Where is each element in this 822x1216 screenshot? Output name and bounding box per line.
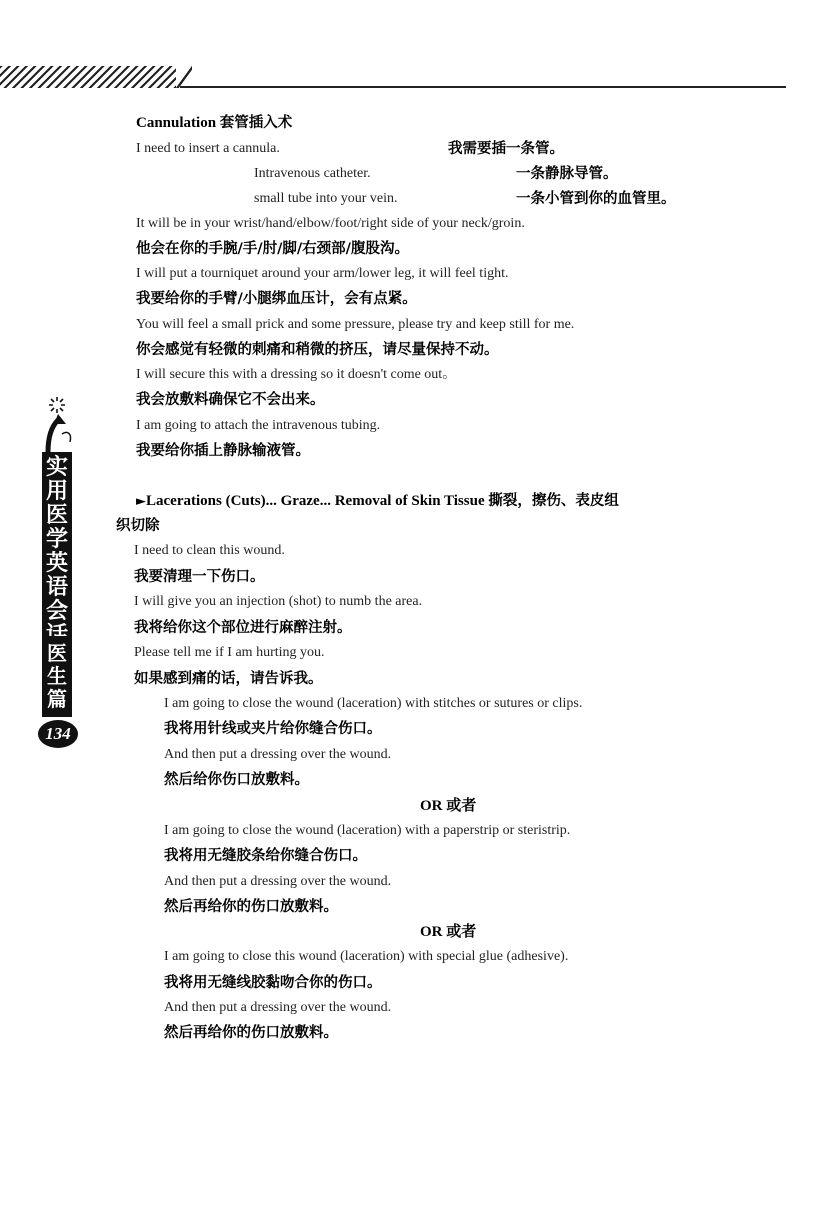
header-hatch-decoration xyxy=(0,66,180,88)
line-en: Please tell me if I am hurting you. xyxy=(134,645,325,660)
line-zh: 他会在你的手腕/手/肘/脚/右颈部/腹股沟。 xyxy=(136,241,409,257)
line-zh: 我会放敷料确保它不会出来。 xyxy=(136,392,325,408)
line-zh: 一条小管到你的血管里。 xyxy=(516,191,676,207)
line-zh: 如果感到痛的话，请告诉我。 xyxy=(134,671,323,687)
line-en: Intravenous catheter. xyxy=(254,166,371,181)
line-zh: 然后再给你的伤口放敷料。 xyxy=(164,899,338,915)
line-en: And then put a dressing over the wound. xyxy=(164,874,392,889)
heading-en: Cannulation xyxy=(136,115,217,131)
header-hatch-cap xyxy=(176,66,192,88)
or-divider: OR 或者 xyxy=(420,798,477,814)
line-zh: 我将用无缝线胶黏吻合你的伤口。 xyxy=(164,975,382,991)
line-en: You will feel a small prick and some pressure, please try and keep still for me. xyxy=(136,317,575,332)
line-en: And then put a dressing over the wound. xyxy=(164,747,392,762)
line-en: I am going to close this wound (laceration) with special glue (adhesive). xyxy=(164,949,569,964)
line-zh: 我将用针线或夹片给你缝合伤口。 xyxy=(164,721,382,737)
line-en: I am going to close the wound (laceration) with a paperstrip or steristrip. xyxy=(164,823,571,838)
line-en: small tube into your vein. xyxy=(254,191,398,206)
line-zh: 我要给你插上静脉输液管。 xyxy=(136,443,310,459)
heading-zh: 套管插入术 xyxy=(219,115,293,131)
line-zh: 我将用无缝胶条给你缝合伤口。 xyxy=(164,848,367,864)
book-subtitle-vertical: 医生篇 xyxy=(42,636,72,717)
heading-en: Lacerations (Cuts)... Graze... Removal of Skin Tissue xyxy=(146,493,485,509)
line-en: I will secure this with a dressing so it doesn't come out。 xyxy=(136,367,457,382)
or-divider: OR 或者 xyxy=(420,924,477,940)
section-heading xyxy=(136,114,292,132)
line-en: I will put a tourniquet around your arm/lower leg, it will feel tight. xyxy=(136,266,509,281)
line-en: And then put a dressing over the wound. xyxy=(164,1000,392,1015)
line-zh: 然后再给你的伤口放敷料。 xyxy=(164,1025,338,1041)
book-title-vertical: 实用医学英语会 xyxy=(42,452,72,654)
heading-zh: 撕裂，擦伤、表皮组 xyxy=(488,493,619,509)
section-heading xyxy=(136,492,619,511)
side-tab xyxy=(36,396,80,756)
line-zh: 我将给你这个部位进行麻醉注射。 xyxy=(134,620,352,636)
line-en: It will be in your wrist/hand/elbow/foot/right side of your neck/groin. xyxy=(136,216,525,231)
line-zh: 我需要插一条管。 xyxy=(448,141,564,157)
curved-arrow-icon xyxy=(40,412,76,452)
header-rule xyxy=(180,86,786,88)
line-en: I will give you an injection (shot) to numb the area. xyxy=(134,594,423,609)
line-en: I need to insert a cannula. xyxy=(136,141,280,156)
line-zh: 一条静脉导管。 xyxy=(516,166,618,182)
line-en: I am going to close the wound (laceration) with stitches or sutures or clips. xyxy=(164,696,583,711)
page-number: 134 xyxy=(38,720,78,748)
line-zh: 我要给你的手臂/小腿绑血压计，会有点紧。 xyxy=(136,291,417,307)
line-zh: 你会感觉有轻微的刺痛和稍微的挤压，请尽量保持不动。 xyxy=(136,342,499,358)
section-heading-cont xyxy=(116,517,160,535)
heading-zh: 织切除 xyxy=(116,518,160,534)
line-en: I am going to attach the intravenous tubing. xyxy=(136,418,381,433)
line-en: I need to clean this wound. xyxy=(134,543,285,558)
line-zh: 我要清理一下伤口。 xyxy=(134,569,265,585)
triangle-marker-icon: ► xyxy=(136,494,146,509)
line-zh: 然后给你伤口放敷料。 xyxy=(164,772,309,788)
